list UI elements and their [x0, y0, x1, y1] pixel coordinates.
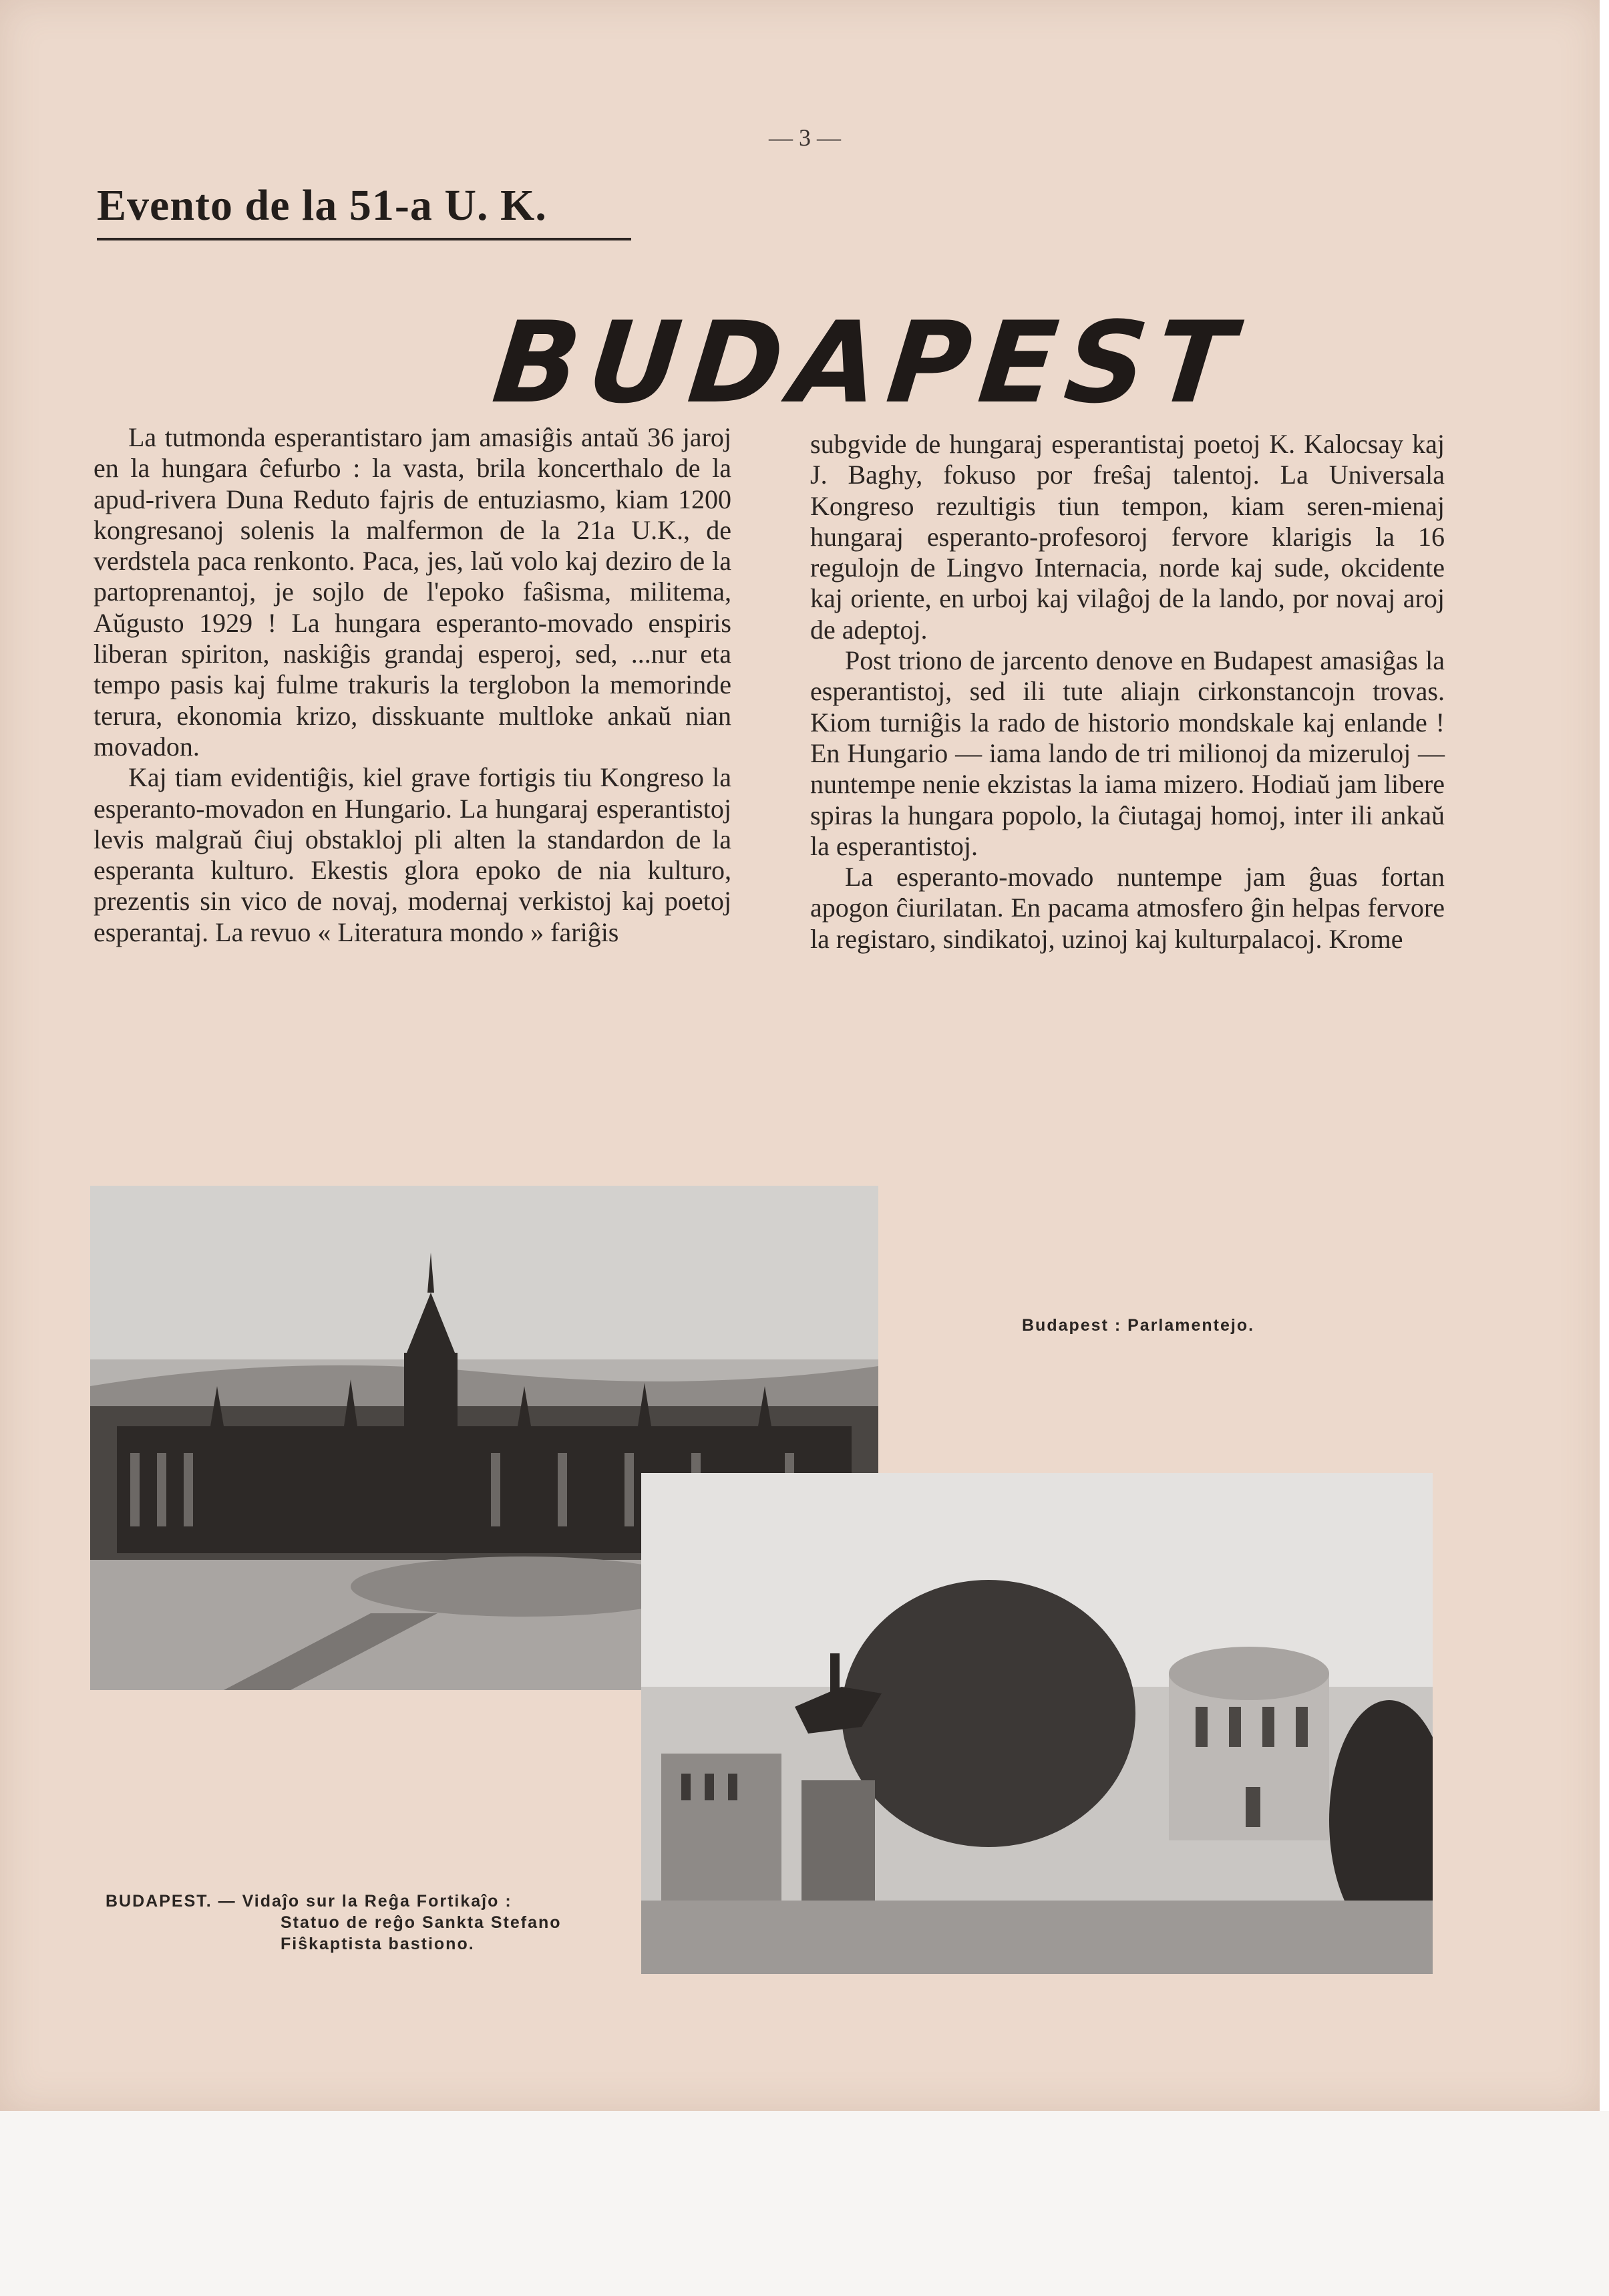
paragraph: Kaj tiam evidentiĝis, kiel grave fortigis tiu Kongreso la esperanto-movadon en Hungario. La hungaraj esperantistoj levis malgraŭ ĉiuj obstakloj pli alten la standardon de la esperanta kulturo. Ekestis glora epoko de nia kulturo, prezentis sin vico de novaj, modernaj verkistoj kaj poetoj esperantaj. La revuo « Literatura mondo » fariĝis: [94, 762, 731, 947]
paragraph: subgvide de hungaraj esperantistaj poetoj K. Kalocsay kaj J. Baghy, fokuso por freŝaj talentoj. La Universala Kongreso rezultigis tiun tempon, kiam seren-mienaj hungaraj esperanto-profesoroj fervore klarigis la 16 regulojn de Lingvo Internacia, norde kaj sude, okcidente kaj oriente, en urboj kaj vilaĝoj de la lando, por novaj aroj de adeptoj.: [810, 429, 1445, 645]
caption-line: BUDAPEST. — Vidaĵo sur la Reĝa Fortikaĵo :: [106, 1892, 512, 1911]
bastion-caption: [106, 1891, 633, 1955]
scan-margin: [0, 2111, 1609, 2296]
caption-line: Statuo de reĝo Sankta Stefano: [281, 1913, 562, 1932]
fishermens-bastion-photo: [641, 1473, 1433, 1974]
paragraph: Post triono de jarcento denove en Budapest amasiĝas la esperantistoj, sed ili tute aliajn cirkonstancojn trovas. Kiom turniĝis la rado de historio mondskale kaj enlande ! En Hungario — iama lando de tri milionoj da mizeruloj — nuntempe nenie ekzistas la iama mizero. Hodiaŭ jam libere spiras la hungara popolo, la ĉiutagaj homoj, inter ili ankaŭ la esperantistoj.: [810, 645, 1445, 861]
caption-line: Fiŝkaptista bastiono.: [281, 1935, 475, 1953]
page-number: — 3 —: [769, 124, 841, 151]
article-right-column: [810, 429, 1445, 955]
headline: BUDAPEST: [487, 297, 1249, 428]
paragraph: La esperanto-movado nuntempe jam ĝuas fortan apogon ĉiurilatan. En pacama atmosfero ĝin helpas fervore la registaro, sindikatoj, uzinoj kaj kulturpalacoj. Krome: [810, 862, 1445, 954]
paragraph: La tutmonda esperantistaro jam amasiĝis antaŭ 36 jaroj en la hungara ĉefurbo : la vasta, brila koncerthalo de la apud-rivera Duna Reduto fajris de entuziasmo, kiam 1200 kongresanoj solenis la malfermon de la 21a U.K., de verdstela paca renkonto. Paca, jes, laŭ volo kaj deziro de la partoprenantoj, je sojlo de l'epoko faŝisma, militema, Aŭgusto 1929 ! La hungara esperanto-movado enspiris liberan spiriton, naskiĝis grandaj esperoj, sed, ...nur eta tempo pasis kaj fulme trakuris la terglobon la memorinde terura, ekonomia krizo, disskuante multloke ankaŭ nian movadon.: [94, 422, 731, 762]
title-underline: [97, 238, 631, 240]
parliament-caption: Budapest : Parlamentejo.: [1022, 1316, 1255, 1335]
section-title: Evento de la 51-a U. K.: [97, 181, 547, 230]
article-left-column: [94, 422, 731, 948]
